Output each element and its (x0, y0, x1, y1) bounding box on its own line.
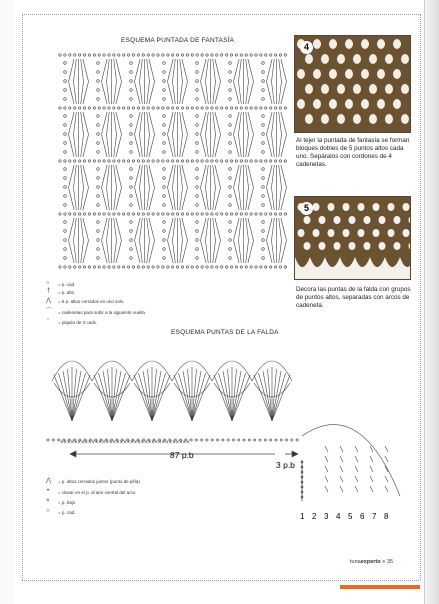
svg-text:××××××××××××××××××××××××××××××: ××××××××××××××××××××××××××××××××××××× (60, 440, 190, 446)
legend-text: = clavar en el p. al aire central del arco (58, 490, 136, 495)
column-number: 8 (384, 512, 389, 521)
photo-step-4 (294, 35, 411, 133)
column-number: 4 (336, 512, 341, 521)
skirt-points-diagram (40, 336, 420, 516)
column-number: 6 (360, 512, 365, 521)
photo-step-5 (294, 196, 411, 280)
legend-symbol: • (47, 488, 50, 494)
dotted-border-left (22, 14, 23, 580)
dotted-border-right (420, 14, 421, 580)
accent-bar (340, 585, 420, 589)
legend-text: = p. bajo (58, 500, 76, 505)
column-number: 7 (372, 512, 377, 521)
legend-text: = piquito de 3 cads. (58, 320, 98, 325)
legend-symbol: ○ (46, 280, 50, 286)
legend-symbol: ⋀ (46, 478, 51, 484)
brand-prefix: tuna (350, 559, 361, 565)
step-badge: 5 (300, 202, 313, 215)
stitch-count-3: 3 p.b (276, 460, 295, 470)
stitch-count-87: 87 p.b (170, 450, 194, 460)
scan-edge-right (424, 0, 439, 604)
page-footer: tunaexperto ● 35 (350, 559, 394, 565)
diagram1-title: ESQUEMA PUNTADA DE FANTASÍA (121, 37, 235, 44)
legend-text: = 5 p. altos cerrados en uno solo (58, 299, 124, 304)
fancy-stitch-diagram (52, 50, 287, 272)
legend-symbol: ⌒ (46, 309, 53, 315)
brand-name: experto (360, 559, 381, 565)
legend-symbol: ○ (46, 508, 50, 514)
column-number: 5 (348, 512, 353, 521)
legend-text: = p. altos cerrados juntos (punto de piña) (58, 479, 140, 484)
legend-symbol: ⋀ (46, 298, 51, 304)
legend-text: = p. alto (58, 290, 75, 295)
column-number: 2 (312, 512, 317, 521)
dotted-border-top (22, 14, 419, 17)
dotted-border-bottom (22, 580, 419, 583)
legend-text: = p. cad. (58, 282, 76, 287)
page-number: 35 (386, 559, 394, 565)
legend-text: = cadenetas para subir a la siguiente vuelta (58, 310, 145, 315)
column-number: 1 (300, 512, 305, 521)
legend-text: = p. cad. (58, 510, 76, 515)
legend-symbol: × (46, 498, 50, 504)
step-badge: 4 (300, 41, 313, 54)
photo-caption-4: Al tejer la puntada de fantasía se forman bloques dobles de 5 puntos altos cada uno. Sepáralos con cordones de 4 cadenetas. (296, 137, 410, 168)
legend-symbol: ◦ (47, 317, 50, 323)
legend-symbol: † (47, 288, 51, 294)
column-number: 3 (324, 512, 329, 521)
diagram2-title: ESQUEMA PUNTAS DE LA FALDA (171, 329, 279, 336)
scan-edge-left (0, 0, 14, 604)
photo-caption-5: Decora las puntas de la falda con grupos de puntos altos, separadas con arcos de cadeneta. (296, 286, 411, 309)
